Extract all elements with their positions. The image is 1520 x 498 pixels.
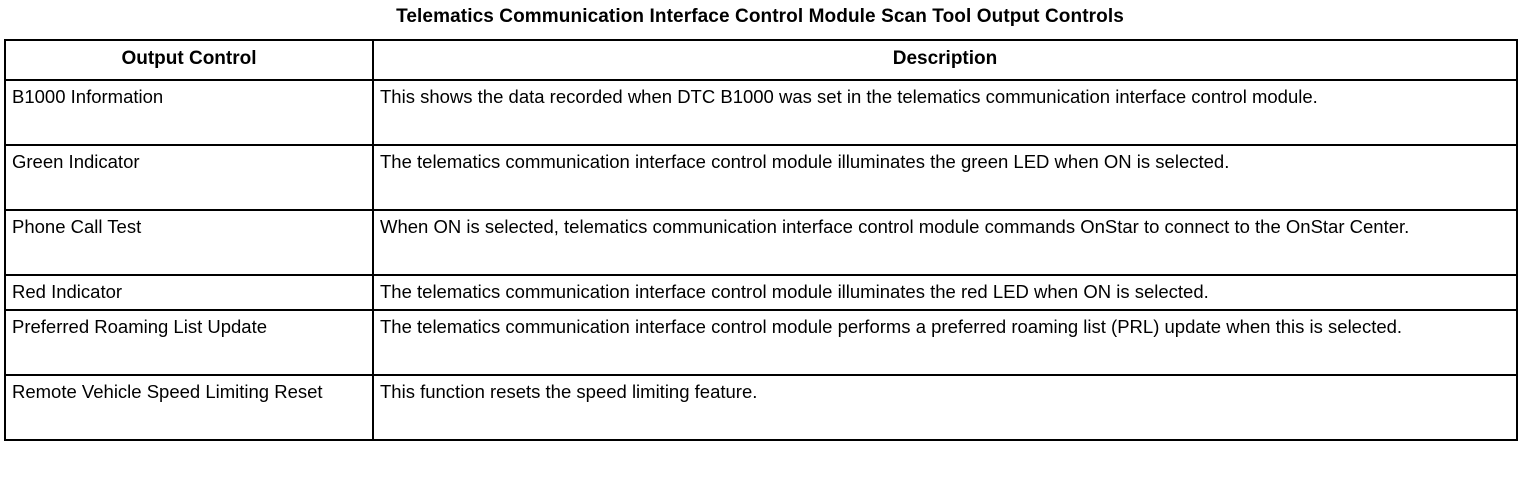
table-row: [5, 210, 1517, 275]
cell-output-control: Red Indicator: [5, 275, 373, 310]
column-header-description: Description: [373, 40, 1517, 80]
table-row: [5, 80, 1517, 145]
cell-output-control: Remote Vehicle Speed Limiting Reset: [5, 375, 373, 440]
table-header-row: [5, 40, 1517, 80]
cell-output-control: Preferred Roaming List Update: [5, 310, 373, 375]
cell-output-control: B1000 Information: [5, 80, 373, 145]
page-title: Telematics Communication Interface Control Module Scan Tool Output Controls: [396, 6, 1124, 27]
scan-tool-output-controls-table: [4, 39, 1518, 441]
table-row: [5, 275, 1517, 310]
column-header-output-control: Output Control: [5, 40, 373, 80]
cell-description: The telematics communication interface control module illuminates the green LED when ON is selected.: [373, 145, 1517, 210]
cell-description: When ON is selected, telematics communication interface control module commands OnStar to connect to the OnStar Center.: [373, 210, 1517, 275]
table-row: [5, 375, 1517, 440]
table-row: [5, 145, 1517, 210]
table-row: [5, 310, 1517, 375]
cell-output-control: Green Indicator: [5, 145, 373, 210]
cell-output-control: Phone Call Test: [5, 210, 373, 275]
cell-description: This function resets the speed limiting feature.: [373, 375, 1517, 440]
cell-description: This shows the data recorded when DTC B1000 was set in the telematics communication interface control module.: [373, 80, 1517, 145]
cell-description: The telematics communication interface control module performs a preferred roaming list (PRL) update when this is selected.: [373, 310, 1517, 375]
cell-description: The telematics communication interface control module illuminates the red LED when ON is selected.: [373, 275, 1517, 310]
